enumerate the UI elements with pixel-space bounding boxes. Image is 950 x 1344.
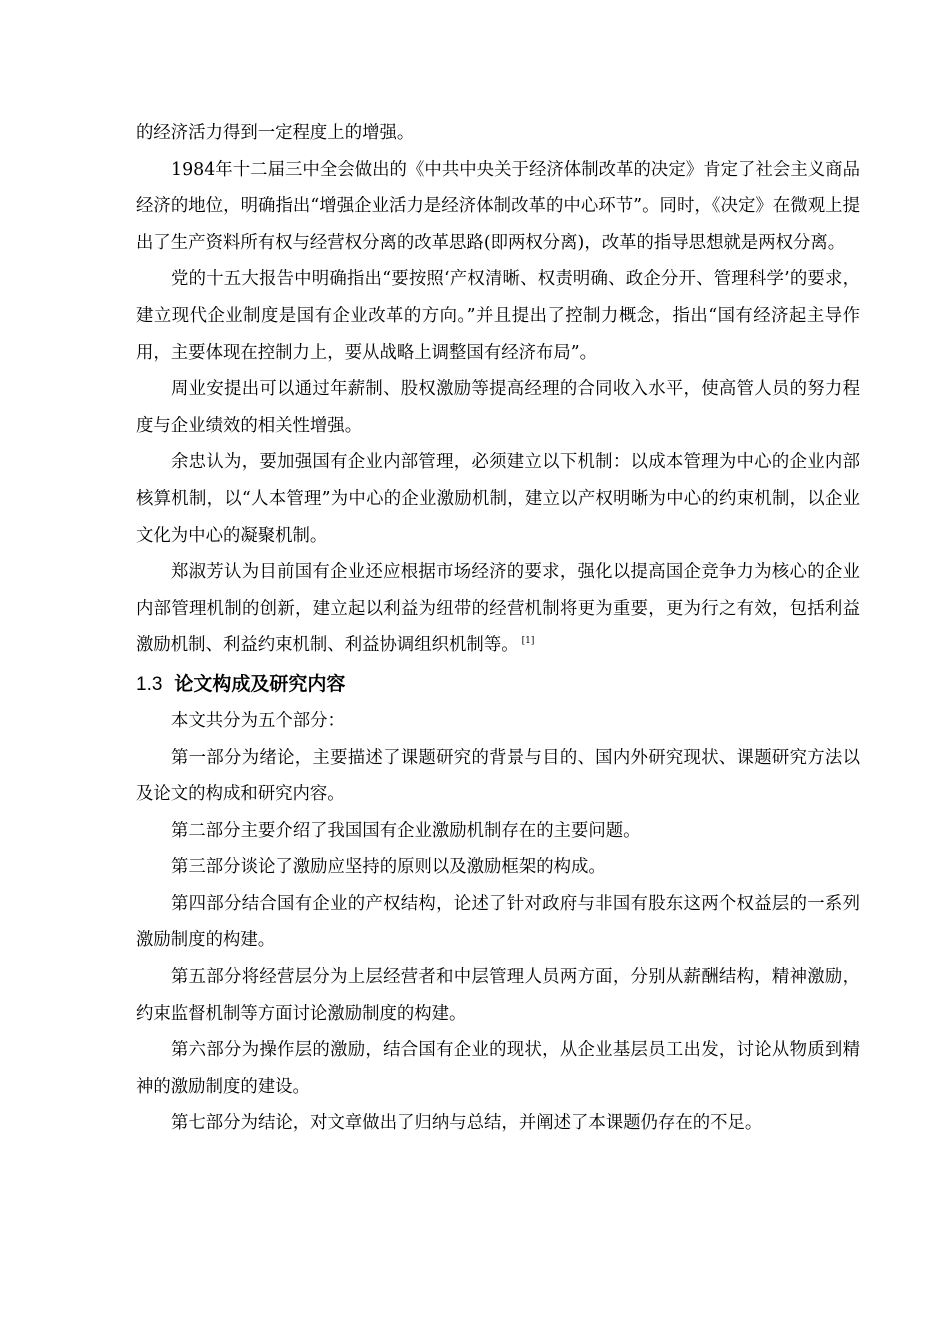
paragraph-part-five: 第五部分将经营层分为上层经营者和中层管理人员两方面，分别从薪酬结构，精神激励，约束监督机制等方面讨论激励制度的构建。 <box>136 967 860 1024</box>
section-number: 1.3 <box>136 673 163 695</box>
paragraph-yu-zhong: 余忠认为，要加强国有企业内部管理，必须建立以下机制：以成本管理为中心的企业内部核算机制，以“人本管理”为中心的企业激励机制，建立以产权明晰为中心的约束机制，以企业文化为中心的凝聚机制。 <box>136 452 860 546</box>
paragraph-zheng-shufang-text: 郑淑芳认为目前国有企业还应根据市场经济的要求，强化以提高国企竞争力为核心的企业内部管理机制的创新，建立起以利益为纽带的经营机制将更为重要，更为行之有效，包括利益激励机制、利益约束机制、利益协调组织机制等。 <box>136 562 860 656</box>
paragraph-zhou-yean: 周业安提出可以通过年薪制、股权激励等提高经理的合同收入水平，使高管人员的努力程度与企业绩效的相关性增强。 <box>136 379 860 436</box>
paragraph-part-one: 第一部分为绪论，主要描述了课题研究的背景与目的、国内外研究现状、课题研究方法以及论文的构成和研究内容。 <box>136 747 860 805</box>
section-heading <box>136 666 860 703</box>
citation-reference[interactable]: [1] <box>521 636 535 647</box>
paragraph-overview: 本文共分为五个部分： <box>171 710 345 731</box>
paragraph-part-three: 第三部分谈论了激励应坚持的原则以及激励框架的构成。 <box>171 857 606 878</box>
paragraph-continuation: 的经济活力得到一定程度上的增强。 <box>136 123 415 143</box>
paragraph-part-two: 第二部分主要介绍了我国国有企业激励机制存在的主要问题。 <box>171 820 641 841</box>
paragraph-1984-decision: 1984年十二届三中全会做出的《中共中央关于经济体制改革的决定》肯定了社会主义商品经济的地位，明确指出“增强企业活力是经济体制改革的中心环节”。同时，《决定》在微观上提出了生产资料所有权与经营权分离的改革思路(即两权分离)，改革的指导思想就是两权分离。 <box>136 159 860 253</box>
paragraph-part-four: 第四部分结合国有企业的产权结构，论述了针对政府与非国有股东这两个权益层的一系列激励制度的构建。 <box>136 893 860 951</box>
paragraph-part-seven: 第七部分为结论，对文章做出了归纳与总结，并阐述了本课题仍存在的不足。 <box>171 1113 763 1134</box>
paragraph-fifteenth-congress: 党的十五大报告中明确指出“要按照‘产权清晰、权责明确、政企分开、管理科学’的要求，建立现代企业制度是国有企业改革的方向。”并且提出了控制力概念，指出“国有经济起主导作用，主要体现在控制力上，要从战略上调整国有经济布局”。 <box>136 269 860 363</box>
document-body <box>136 115 860 1142</box>
section-title: 论文构成及研究内容 <box>174 672 346 695</box>
paragraph-zheng-shufang <box>136 554 860 664</box>
paragraph-part-six: 第六部分为操作层的激励，结合国有企业的现状，从企业基层员工出发，讨论从物质到精神的激励制度的建设。 <box>136 1040 860 1097</box>
